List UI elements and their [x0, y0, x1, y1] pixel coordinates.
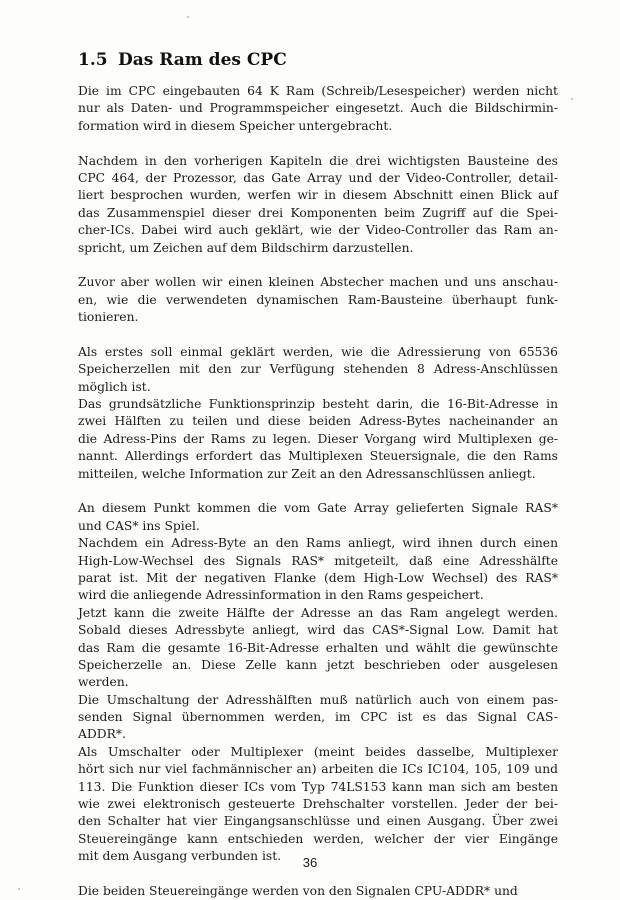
scan-speck [571, 98, 573, 100]
text-line: Als erstes soll einmal geklärt werden, wie die Adressierung von 65536 [78, 344, 558, 359]
paragraph-gap [78, 483, 558, 500]
text-line: Die beiden Steuereingänge werden von den Signalen CPU-ADDR* und [78, 883, 518, 898]
text-line: Nachdem in den vorherigen Kapiteln die drei wichtigsten Bausteine des [78, 153, 558, 168]
text-line: 113. Die Funktion dieser ICs vom Typ 74LS153 kann man sich am besten [78, 779, 558, 794]
text-line: mitteilen, welche Information zur Zeit an den Adressanschlüssen anliegt. [78, 466, 536, 481]
text-line: wie zwei elektronisch gesteuerte Drehschalter vorstellen. Jeder der bei- [78, 797, 558, 812]
text-line: hört sich nur viel fachmännischer an) arbeiten die ICs IC104, 105, 109 und [78, 762, 558, 777]
text-line: High-Low-Wechsel des Signals RAS* mitgeteilt, daß eine Adresshälfte [78, 553, 558, 568]
page-number: 36 [302, 855, 318, 870]
text-line: Als Umschalter oder Multiplexer (meint beides dasselbe, Multiplexer [78, 744, 558, 759]
paragraph [78, 883, 558, 900]
text-line: Die Umschaltung der Adresshälften muß natürlich auch von einem pas- [78, 692, 558, 707]
text-line: formation wird in diesem Speicher untergebracht. [78, 118, 393, 133]
paragraph [78, 500, 558, 865]
text-line: und CAS* ins Spiel. [78, 518, 200, 533]
text-line: werden. [78, 675, 129, 690]
text-line: wird die anliegende Adressinformation in den Rams gespeichert. [78, 588, 484, 603]
paragraph-gap [78, 135, 558, 152]
text-line: senden Signal übernommen werden, im CPC ist es das Signal CAS- [78, 710, 558, 725]
text-line: Jetzt kann die zweite Hälfte der Adresse an das Ram angelegt werden. [78, 605, 558, 620]
text-line: den Schalter hat vier Eingangsanschlüsse und einen Ausgang. Über zwei [78, 814, 558, 829]
paragraph [78, 83, 558, 135]
body-text [78, 83, 558, 900]
text-line: An diesem Punkt kommen die vom Gate Array gelieferten Signale RAS* [78, 501, 558, 516]
text-line: CPC 464, der Prozessor, das Gate Array und der Video-Controller, detail- [78, 170, 558, 185]
scan-speck [187, 16, 189, 18]
text-line: Das grundsätzliche Funktionsprinzip besteht darin, die 16-Bit-Adresse in [78, 397, 558, 412]
scan-speck [18, 888, 20, 890]
text-line: Steuereingänge kann entschieden werden, welcher der vier Eingänge [78, 831, 558, 846]
text-line: ADDR*. [78, 727, 126, 742]
section-heading [78, 50, 287, 70]
text-line: Zuvor aber wollen wir einen kleinen Abstecher machen und uns anschau- [78, 275, 558, 290]
text-line: möglich ist. [78, 379, 151, 394]
paragraph [78, 274, 558, 326]
text-line: nur als Daten- und Programmspeicher eingesetzt. Auch die Bildschirmin- [78, 101, 558, 116]
paragraph [78, 153, 558, 257]
section-number: 1.5 [78, 50, 108, 70]
text-line: mit dem Ausgang verbunden ist. [78, 849, 282, 864]
text-line: nannt. Allerdings erfordert das Multiplexen Steuersignale, die den Rams [78, 449, 558, 464]
text-line: zwei Hälften zu teilen und diese beiden Adress-Bytes nacheinander an [78, 414, 558, 429]
text-line: das Ram die gesamte 16-Bit-Adresse erhalten und wählt die gewünschte [78, 640, 558, 655]
paragraph-gap [78, 326, 558, 343]
text-line: en, wie die verwendeten dynamischen Ram-Bausteine überhaupt funk- [78, 292, 558, 307]
paragraph [78, 344, 558, 483]
text-line: das Zusammenspiel dieser drei Komponenten beim Zugriff auf die Spei- [78, 205, 558, 220]
section-title: Das Ram des CPC [118, 50, 287, 70]
paragraph-gap [78, 257, 558, 274]
text-line: die Adress-Pins der Rams zu legen. Dieser Vorgang wird Multiplexen ge- [78, 431, 558, 446]
text-line: Speicherzellen mit den zur Verfügung stehenden 8 Adress-Anschlüssen [78, 362, 558, 377]
text-line: Sobald dieses Adressbyte anliegt, wird das CAS*-Signal Low. Damit hat [78, 623, 558, 638]
text-line: Die im CPC eingebauten 64 K Ram (Schreib/Lesespeicher) werden nicht [78, 84, 558, 98]
text-line: cher-ICs. Dabei wird auch geklärt, wie der Video-Controller das Ram an- [78, 223, 558, 238]
text-line: liert besprochen wurden, werfen wir in diesem Abschnitt einen Blick auf [78, 188, 558, 203]
text-line: Nachdem ein Adress-Byte an den Rams anliegt, wird ihnen durch einen [78, 536, 558, 551]
text-line: Speicherzelle an. Diese Zelle kann jetzt beschrieben oder ausgelesen [78, 657, 558, 672]
text-line: spricht, um Zeichen auf dem Bildschirm darzustellen. [78, 240, 414, 255]
text-line: parat ist. Mit der negativen Flanke (dem High-Low Wechsel) des RAS* [78, 570, 558, 585]
text-line: tionieren. [78, 310, 139, 325]
